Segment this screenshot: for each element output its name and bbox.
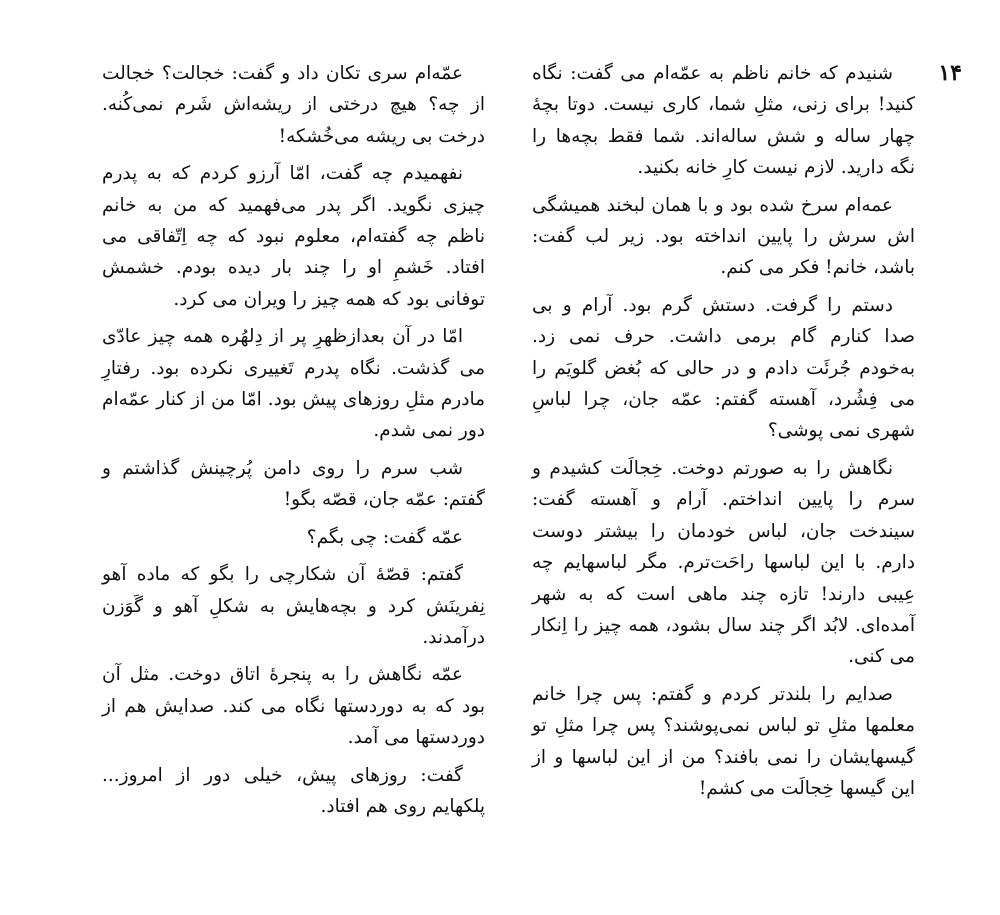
paragraph: امّا در آن بعدازظهرِ پر از دِلهُره همه چیز عادّی می گذشت. نگاه پدرم تَغییری نکرده بود. رفتارِ مادرم مثلِ روزهای پیش بود. امّا من از کنار عمّه‌ام دور نمی شدم. (102, 326, 485, 442)
paragraph: دستم را گرفت. دستش گرم بود. آرام و بی صدا کنارم گام برمی داشت. حرف نمی زد. به‌خودم جُرئَت دادم و در حالی که بُغض گلویَم را می فِشُرد، آهسته گفتم: عمّه جان، چرا لباسِ شهری نمی پوشی؟ (532, 294, 915, 442)
paragraph: شنیدم که خانم ناظم به عمّه‌ام می گفت: نگاه کنید! برای زنی، مثلِ شما، کاری نیست. دوتا بچهٔ چهار ساله و شش ساله‌اند. شما فقط بچه‌ها را نگه دارید. لازم نیست کارِ خانه بکنید. (532, 63, 915, 179)
paragraph: نگاهش را به صورتم دوخت. خِجالَت کشیدم و سرم را پایین انداختم. آرام و آهسته گفت: سیندخت جان، لباس خودمان را بیشتر دوست دارم. با این لباسها راحَت‌ترم. مگر لباسهایم چه عِیبی دارند! تازه چند ماهی است که به شهر آمده‌ای. لابُد اگر چند سال بشود، همه چیز را اِنکار می کنی. (532, 457, 915, 668)
paragraph: گفتم: قصّهٔ آن شکارچی را بگو که ماده آهو نِفرینَش کرد و بچه‌هایش به شکلِ آهو و گَوَزن درآمدند. (102, 564, 485, 648)
paragraph: نفهمیدم چه گفت، امّا آرزو کردم که به پدرم چیزی نگوید. اگر پدر می‌فهمید که من به خانم ناظم چه گفته‌ام، معلوم نبود که چه اِتّفاقی می افتاد. خَشمِ او را چند بار دیده بودم. خشمش توفانی بود که همه چیز را ویران می کرد. (102, 163, 485, 310)
paragraph: گفت: روزهای پیش، خیلی دور از امروز... پلکهایم روی هم افتاد. (102, 764, 485, 817)
text-column-right (532, 58, 915, 804)
paragraph: عمّه‌ام سری تکان داد و گفت: خجالت؟ خجالت از چه؟ هیچ درختی از ریشه‌اش شَرم نمی‌کُنه. درخت بی ریشه می‌خُشکه! (102, 63, 485, 147)
page-number: ۱۴ (938, 60, 962, 86)
paragraph: عمه‌ام سرخ شده بود و با همان لبخند همیشگی اش سرش را پایین انداخته بود. زیر لب گفت: باشد، خانم! فکر می کنم. (532, 194, 915, 279)
paragraph: صدایم را بلندتر کردم و گفتم: پس چرا خانم معلمها مثلِ تو لباس نمی‌پوشند؟ پس چرا مثلِ تو گیسهایشان را نمی بافند؟ من از این لباسها و از این گیسها خِجالَت می کشم! (532, 683, 915, 799)
paragraph: عمّه نگاهش را به پنجرهٔ اتاق دوخت. مثل آن بود که به دوردستها نگاه می کند. صدایش هم از دوردستها می آمد. (102, 664, 485, 749)
paragraph: شب سرم را روی دامن پُرچینش گذاشتم و گفتم: عمّه جان، قصّه بگو! (102, 457, 485, 511)
text-column-left (102, 58, 485, 822)
paragraph: عمّه گفت: چی بگم؟ (306, 526, 463, 548)
